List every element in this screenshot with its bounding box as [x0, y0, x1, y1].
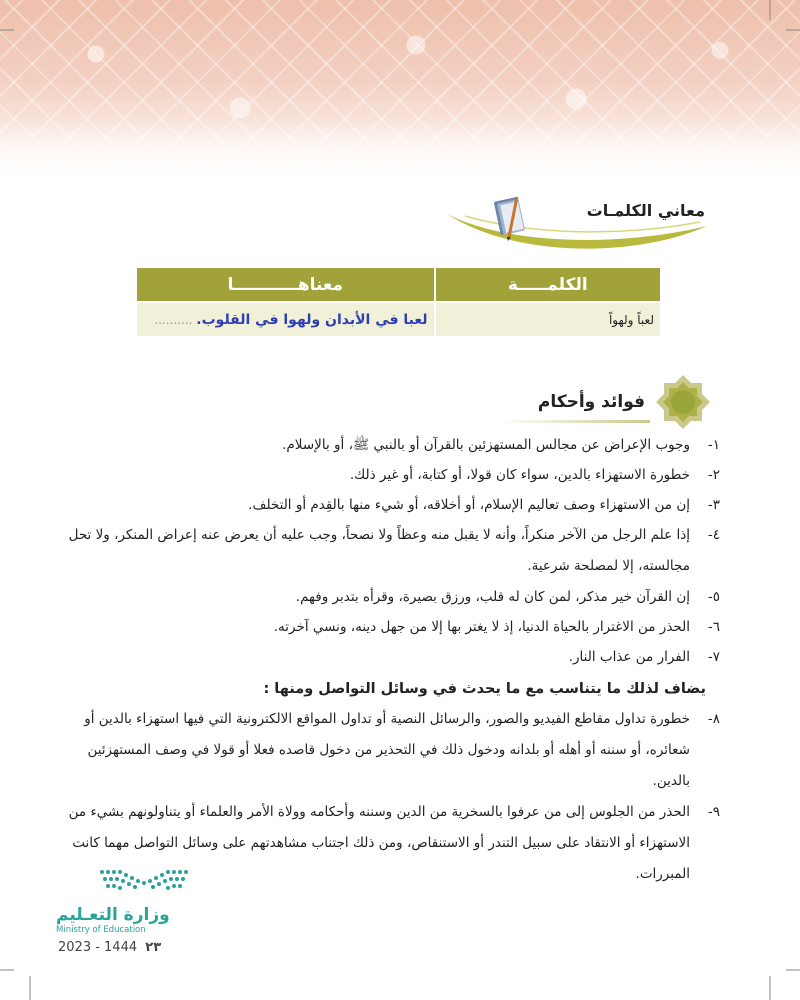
item-text: إذا علم الرجل من الآخر منكراً، وأنه لا يقبل منه وعظاً ولا نصحاً، وجب عليه أن يعرض عنه إعراض المنكر، ولا تحل مجالسته، إلا لمصلحة شرعية. — [68, 527, 690, 574]
word-meanings-table — [137, 268, 660, 336]
book-pen-icon — [487, 193, 535, 241]
list-item — [60, 460, 720, 490]
table-header-row — [137, 268, 660, 302]
section-title-word-meanings: معاني الكلمـات — [586, 201, 705, 220]
item-number: ٨- — [707, 711, 720, 727]
item-text: الحذر من الجلوس إلى من عرفوا بالسخرية من الدين وسننه وأحكامه وولاة الأمر والعلماء أو يتناولونهم بشيء من الاستهزاء أو الانتقاد على سبيل التندر أو الاستنقاص، ومن ذلك اجتناب مشاهدتهم على وسائل التواصل مهما كانت المبررات. — [68, 804, 690, 882]
list-item — [60, 642, 720, 672]
year-text: 2023 - 1444 — [58, 940, 138, 955]
header-meaning: معناهـــــــــــا — [137, 268, 435, 302]
ministry-logo-dots — [98, 866, 190, 896]
ministry-name-arabic: وزارة التعـليم — [56, 905, 170, 925]
octagon-star-icon — [655, 374, 711, 430]
list-item — [60, 430, 720, 460]
item-number: ٦- — [707, 619, 720, 635]
item-text: خطورة الاستهزاء بالدين، سواء كان قولا، أو كتابة، أو غير ذلك. — [349, 467, 690, 483]
item-text: إن من الاستهزاء وصف تعاليم الإسلام، أو أخلاقه، أو شيء منها بالقِدم أو التخلف. — [248, 497, 690, 513]
cell-word: لعباً ولهواً — [435, 302, 660, 336]
list-item — [60, 490, 720, 520]
header-word: الكلمـــــة — [435, 268, 660, 302]
list-item — [60, 704, 720, 797]
title-underline — [500, 420, 650, 423]
cell-meaning — [137, 302, 435, 336]
list-item — [60, 612, 720, 642]
item-number: ١- — [707, 437, 720, 453]
item-text: خطورة تداول مقاطع الفيديو والصور، والرسائل النصية أو تداول المواقع الالكترونية التي فيها استهزاء بالدين أو شعائره، أو سننه أو أهله أو بلدانه ودخول ذلك في التحذير من دخول قاصده فعلا أو قولا في وصف المستهزئين بالدين. — [84, 711, 690, 789]
list-item — [60, 520, 720, 582]
item-text: إن القرآن خير مذكر، لمن كان له قلب، ورزق بصيرة، وقرأه بتدبر وفهم. — [295, 589, 690, 605]
item-number: ٧- — [707, 649, 720, 665]
ministry-name-english: Ministry of Education — [56, 925, 146, 935]
item-number: ٣- — [707, 497, 720, 513]
meaning-text: لعبا في الأبدان ولهوا في القلوب. — [196, 311, 428, 328]
edition-year — [58, 940, 161, 955]
section-title-benefits: فوائد وأحكام — [537, 392, 645, 412]
item-number: ٥- — [707, 589, 720, 605]
page-number: ٢٣ — [145, 940, 162, 955]
item-text: وجوب الإعراض عن مجالس المستهزئين بالقرآن أو بالنبي ﷺ، أو بالإسلام. — [282, 437, 690, 453]
item-number: ٢- — [707, 467, 720, 483]
dotted-leader: .......... — [154, 312, 193, 327]
header-fade — [0, 120, 800, 180]
item-number: ٤- — [707, 527, 720, 543]
social-media-subheading: يضاف لذلك ما يتناسب مع ما يحدث في وسائل التواصل ومنها : — [263, 681, 706, 697]
item-text: الفرار من عذاب النار. — [568, 649, 690, 665]
benefits-list — [60, 430, 720, 890]
item-number: ٩- — [707, 804, 720, 820]
table-row — [137, 302, 660, 336]
item-text: الحذر من الاغترار بالحياة الدنيا، إذ لا يغتر بها إلا من جهل دينه، ونسي آخرته. — [273, 619, 690, 635]
list-item — [60, 582, 720, 612]
